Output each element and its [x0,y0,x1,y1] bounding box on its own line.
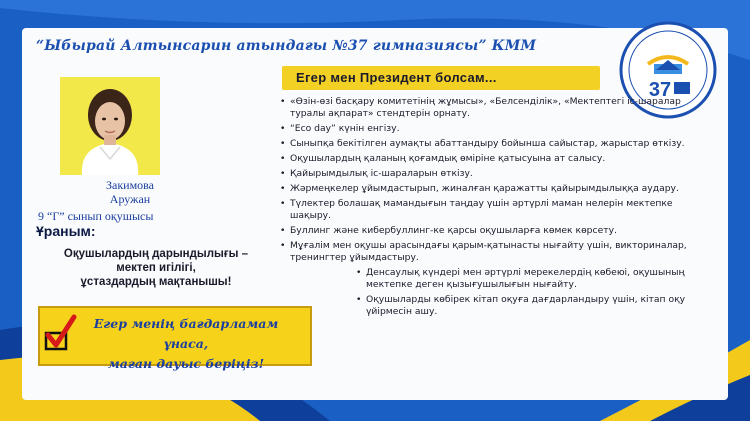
slogan-line-3: ұстаздардың мақтанышы! [80,276,232,288]
vote-line-1: Егер менің бағдарламам ұнаса, [93,316,279,351]
student-photo [60,77,160,175]
candidate-first-name: Аружан [109,192,151,206]
slogan-text [32,247,280,289]
candidate-surname: Закимова [105,178,155,192]
list-item: • Буллинг және кибербуллинг-ке қарсы оқушыларға көмек көрсету. [280,225,710,237]
vote-call-text [70,314,302,374]
candidate-grade: 9 “Г” сынып оқушысы [38,209,154,223]
school-title: “Ыбырай Алтынсарин атындағы №37 гимназиясы” КММ [36,38,537,54]
vote-line-2: маған дауыс беріңіз! [107,356,265,371]
logo-number: 37 [648,79,672,101]
list-item: • Денсаулық күндері мен әртүрлі мерекелердің көбеюі, оқушының мектепке деген қызығушылығын нығайту. [356,267,710,292]
slogan-line-1: Оқушылардың дарындылығы – [63,248,249,260]
program-list [280,96,710,321]
list-item: • «Өзін-өзі басқару комитетінің жұмысы», «Белсенділік», «Мектептегі іс-шаралар туралы ақпарат» стендтерін орнату. [280,96,710,121]
list-item: • “Eco day” күнін енгізу. [280,123,710,135]
slogan-label: Ұраным: [36,223,96,239]
list-item: • Мұғалім мен оқушы арасындағы қарым-қатынасты нығайту үшін, викториналар, тренингтер ұйымдастыру. [280,240,710,265]
list-item: • Жәрмеңкелер ұйымдастырып, жиналған қаражатты қайырымдылыққа аудару. [280,183,710,195]
slogan-line-2: мектеп игілігі, [116,262,196,274]
list-item: • Түлектер болашақ мамандығын таңдау үшін әртүрлі маман нелерін мектепке шақыру. [280,198,710,223]
list-item: • Сыныпқа бекітілген аумақты абаттандыру бойынша сайыстар, жарыстар өткізу. [280,138,710,150]
list-item: • Оқушылардың қаланың қоғамдық өміріне қатысуына ат салысу. [280,153,710,165]
list-item: • Оқушыларды көбірек кітап оқуға дағдарландыру үшін, кітап оқу үйірмесін ашу. [356,294,710,319]
candidate-name [60,178,200,206]
list-item: • Қайырымдылық іс-шараларын өткізу. [280,168,710,180]
program-title: Егер мен Президент болсам... [296,70,497,85]
